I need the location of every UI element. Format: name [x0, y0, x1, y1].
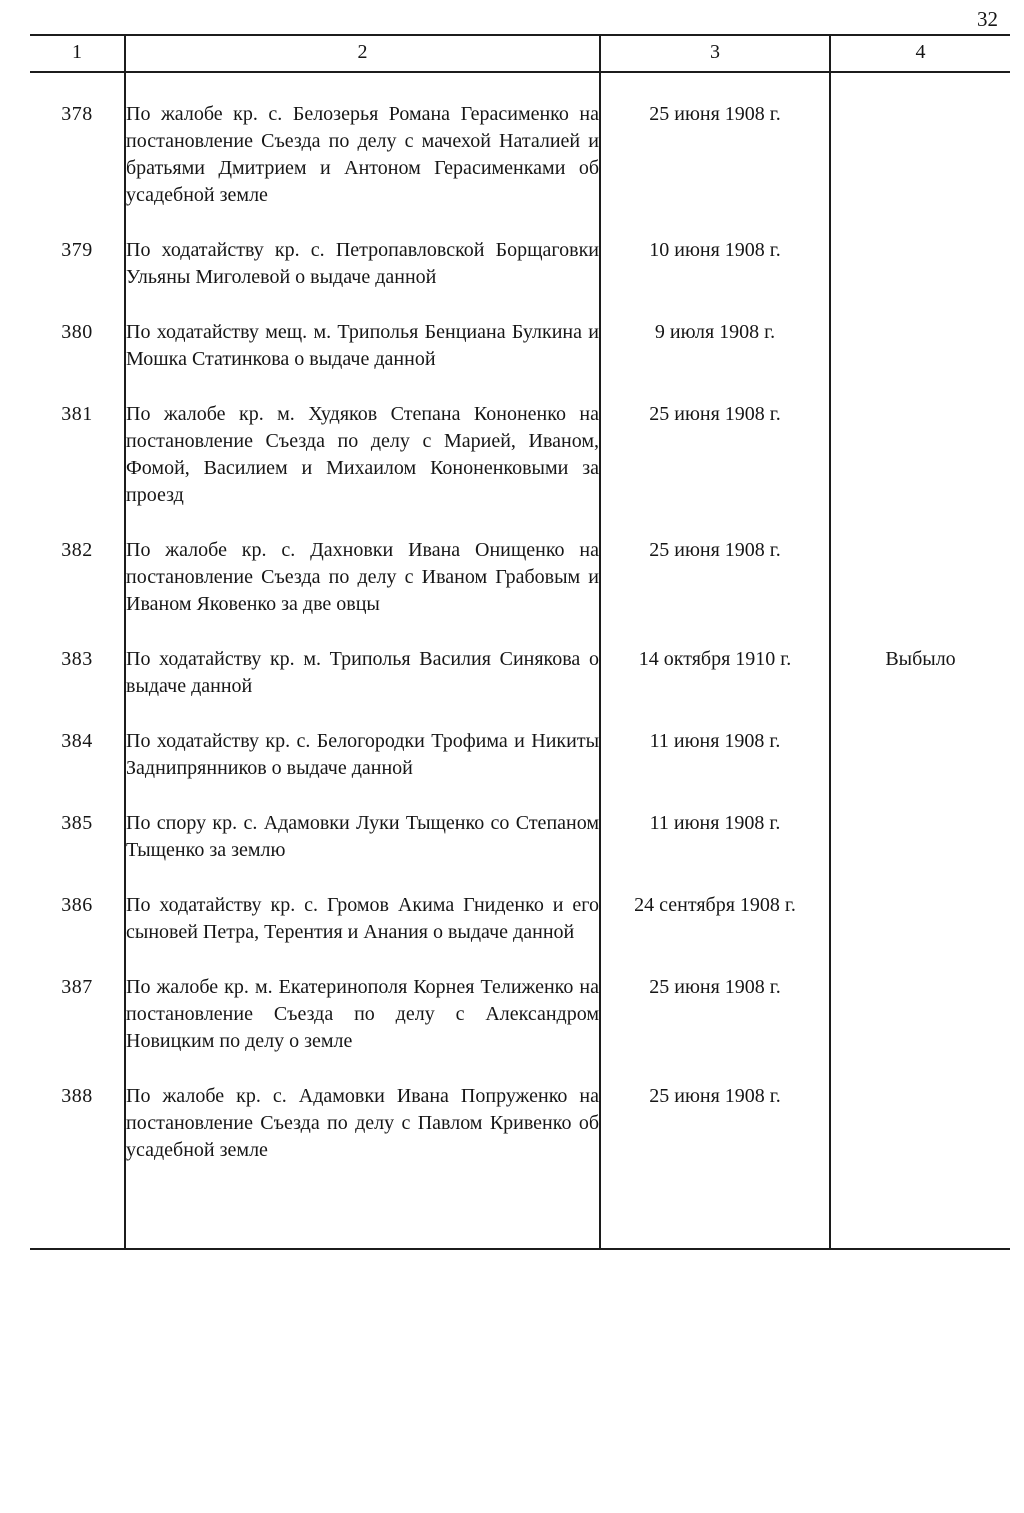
- case-description: По ходатайству кр. с. Петропавловской Борщаговки Ульяны Миголевой о выдаче данной: [126, 239, 599, 288]
- case-number-cell: [30, 209, 125, 291]
- table-row: [30, 373, 1010, 509]
- column-header-2: 2: [125, 35, 600, 72]
- case-note-cell: [830, 1055, 1010, 1164]
- case-date: 11 июня 1908 г.: [649, 730, 781, 752]
- case-date-cell: [600, 291, 830, 373]
- case-date-cell: [600, 1055, 830, 1164]
- case-number: 380: [61, 321, 93, 343]
- case-date: 25 июня 1908 г.: [649, 976, 781, 998]
- case-number-cell: [30, 291, 125, 373]
- case-number: 382: [61, 539, 93, 561]
- table-row: [30, 700, 1010, 782]
- case-number: 378: [61, 103, 93, 125]
- case-note-cell: [830, 782, 1010, 864]
- case-number-cell: [30, 864, 125, 946]
- table-header-row: [30, 35, 1010, 72]
- case-note-cell: [830, 946, 1010, 1055]
- case-date-cell: [600, 782, 830, 864]
- case-description-cell: [125, 946, 600, 1055]
- case-description-cell: [125, 72, 600, 209]
- case-date-cell: [600, 373, 830, 509]
- case-description-cell: [125, 291, 600, 373]
- table-row: [30, 618, 1010, 700]
- column-header-3: 3: [600, 35, 830, 72]
- case-description-cell: [125, 864, 600, 946]
- case-description-cell: [125, 700, 600, 782]
- case-description-cell: [125, 618, 600, 700]
- case-number: 385: [61, 812, 93, 834]
- table-body: [30, 72, 1010, 1164]
- case-number: 388: [61, 1085, 93, 1107]
- case-note-cell: [830, 864, 1010, 946]
- case-number: 386: [61, 894, 93, 916]
- case-date: 14 октября 1910 г.: [638, 648, 792, 670]
- case-number: 379: [61, 239, 93, 261]
- case-note-cell: [830, 618, 1010, 700]
- case-description-cell: [125, 373, 600, 509]
- case-date: 10 июня 1908 г.: [649, 239, 781, 261]
- case-date-cell: [600, 700, 830, 782]
- case-description: По жалобе кр. м. Екатеринополя Корнея Телиженко на постановление Съезда по делу с Александром Новицким по делу о земле: [126, 976, 599, 1052]
- case-number-cell: [30, 1055, 125, 1164]
- case-note: Выбыло: [885, 648, 956, 670]
- case-date-cell: [600, 864, 830, 946]
- table-filler: [30, 1164, 1010, 1249]
- case-description: По ходатайству кр. м. Триполья Василия Синякова о выдаче данной: [126, 648, 599, 697]
- page-number: 32: [977, 7, 998, 31]
- case-description: По жалобе кр. м. Худяков Степана Кононенко на постановление Съезда по делу с Марией, Иваном, Фомой, Василием и Михаилом Кононенковыми за проезд: [126, 403, 599, 506]
- case-date: 25 июня 1908 г.: [649, 403, 781, 425]
- case-date: 24 сентября 1908 г.: [634, 894, 796, 916]
- case-description-cell: [125, 509, 600, 618]
- case-number: 381: [61, 403, 93, 425]
- table-row: [30, 509, 1010, 618]
- case-date: 25 июня 1908 г.: [649, 103, 781, 125]
- case-date: 11 июня 1908 г.: [649, 812, 781, 834]
- case-description: По ходатайству кр. с. Громов Акима Гниденко и его сыновей Петра, Терентия и Анания о выдаче данной: [126, 894, 599, 943]
- table-row: [30, 209, 1010, 291]
- table-header: [30, 35, 1010, 72]
- case-note-cell: [830, 700, 1010, 782]
- case-number-cell: [30, 509, 125, 618]
- case-number-cell: [30, 946, 125, 1055]
- filler-row: [30, 1164, 1010, 1249]
- case-number: 384: [61, 730, 93, 752]
- column-header-4: 4: [830, 35, 1010, 72]
- case-date: 9 июля 1908 г.: [654, 321, 776, 343]
- case-date-cell: [600, 209, 830, 291]
- case-number-cell: [30, 700, 125, 782]
- table-row: [30, 72, 1010, 209]
- case-date: 25 июня 1908 г.: [649, 539, 781, 561]
- case-number-cell: [30, 782, 125, 864]
- table-row: [30, 782, 1010, 864]
- case-note-cell: [830, 291, 1010, 373]
- table-row: [30, 864, 1010, 946]
- case-number: 387: [61, 976, 93, 998]
- case-number-cell: [30, 72, 125, 209]
- case-number-cell: [30, 618, 125, 700]
- case-description-cell: [125, 1055, 600, 1164]
- case-date: 25 июня 1908 г.: [649, 1085, 781, 1107]
- case-date-cell: [600, 946, 830, 1055]
- case-description: По ходатайству мещ. м. Триполья Бенциана Булкина и Мошка Статинкова о выдаче данной: [126, 321, 599, 370]
- case-description: По жалобе кр. с. Адамовки Ивана Попруженко на постановление Съезда по делу с Павлом Кривенко об усадебной земле: [126, 1085, 599, 1161]
- table-row: [30, 291, 1010, 373]
- case-description: По жалобе кр. с. Дахновки Ивана Онищенко на постановление Съезда по делу с Иваном Грабовым и Иваном Яковенко за две овцы: [126, 539, 599, 615]
- registry-table: [30, 34, 1010, 1250]
- case-description: По жалобе кр. с. Белозерья Романа Герасименко на постановление Съезда по делу с мачехой Наталией и братьями Дмитрием и Антоном Герасименками об усадебной земле: [126, 103, 599, 206]
- case-date-cell: [600, 618, 830, 700]
- case-number-cell: [30, 373, 125, 509]
- case-description: По ходатайству кр. с. Белогородки Трофима и Никиты Заднипрянников о выдаче данной: [126, 730, 599, 779]
- case-description: По спору кр. с. Адамовки Луки Тыщенко со Степаном Тыщенко за землю: [126, 812, 599, 861]
- case-note-cell: [830, 209, 1010, 291]
- case-note-cell: [830, 509, 1010, 618]
- table-row: [30, 946, 1010, 1055]
- case-description-cell: [125, 209, 600, 291]
- case-number: 383: [61, 648, 93, 670]
- case-description-cell: [125, 782, 600, 864]
- case-date-cell: [600, 72, 830, 209]
- table-row: [30, 1055, 1010, 1164]
- column-header-1: 1: [30, 35, 125, 72]
- case-note-cell: [830, 72, 1010, 209]
- case-note-cell: [830, 373, 1010, 509]
- case-date-cell: [600, 509, 830, 618]
